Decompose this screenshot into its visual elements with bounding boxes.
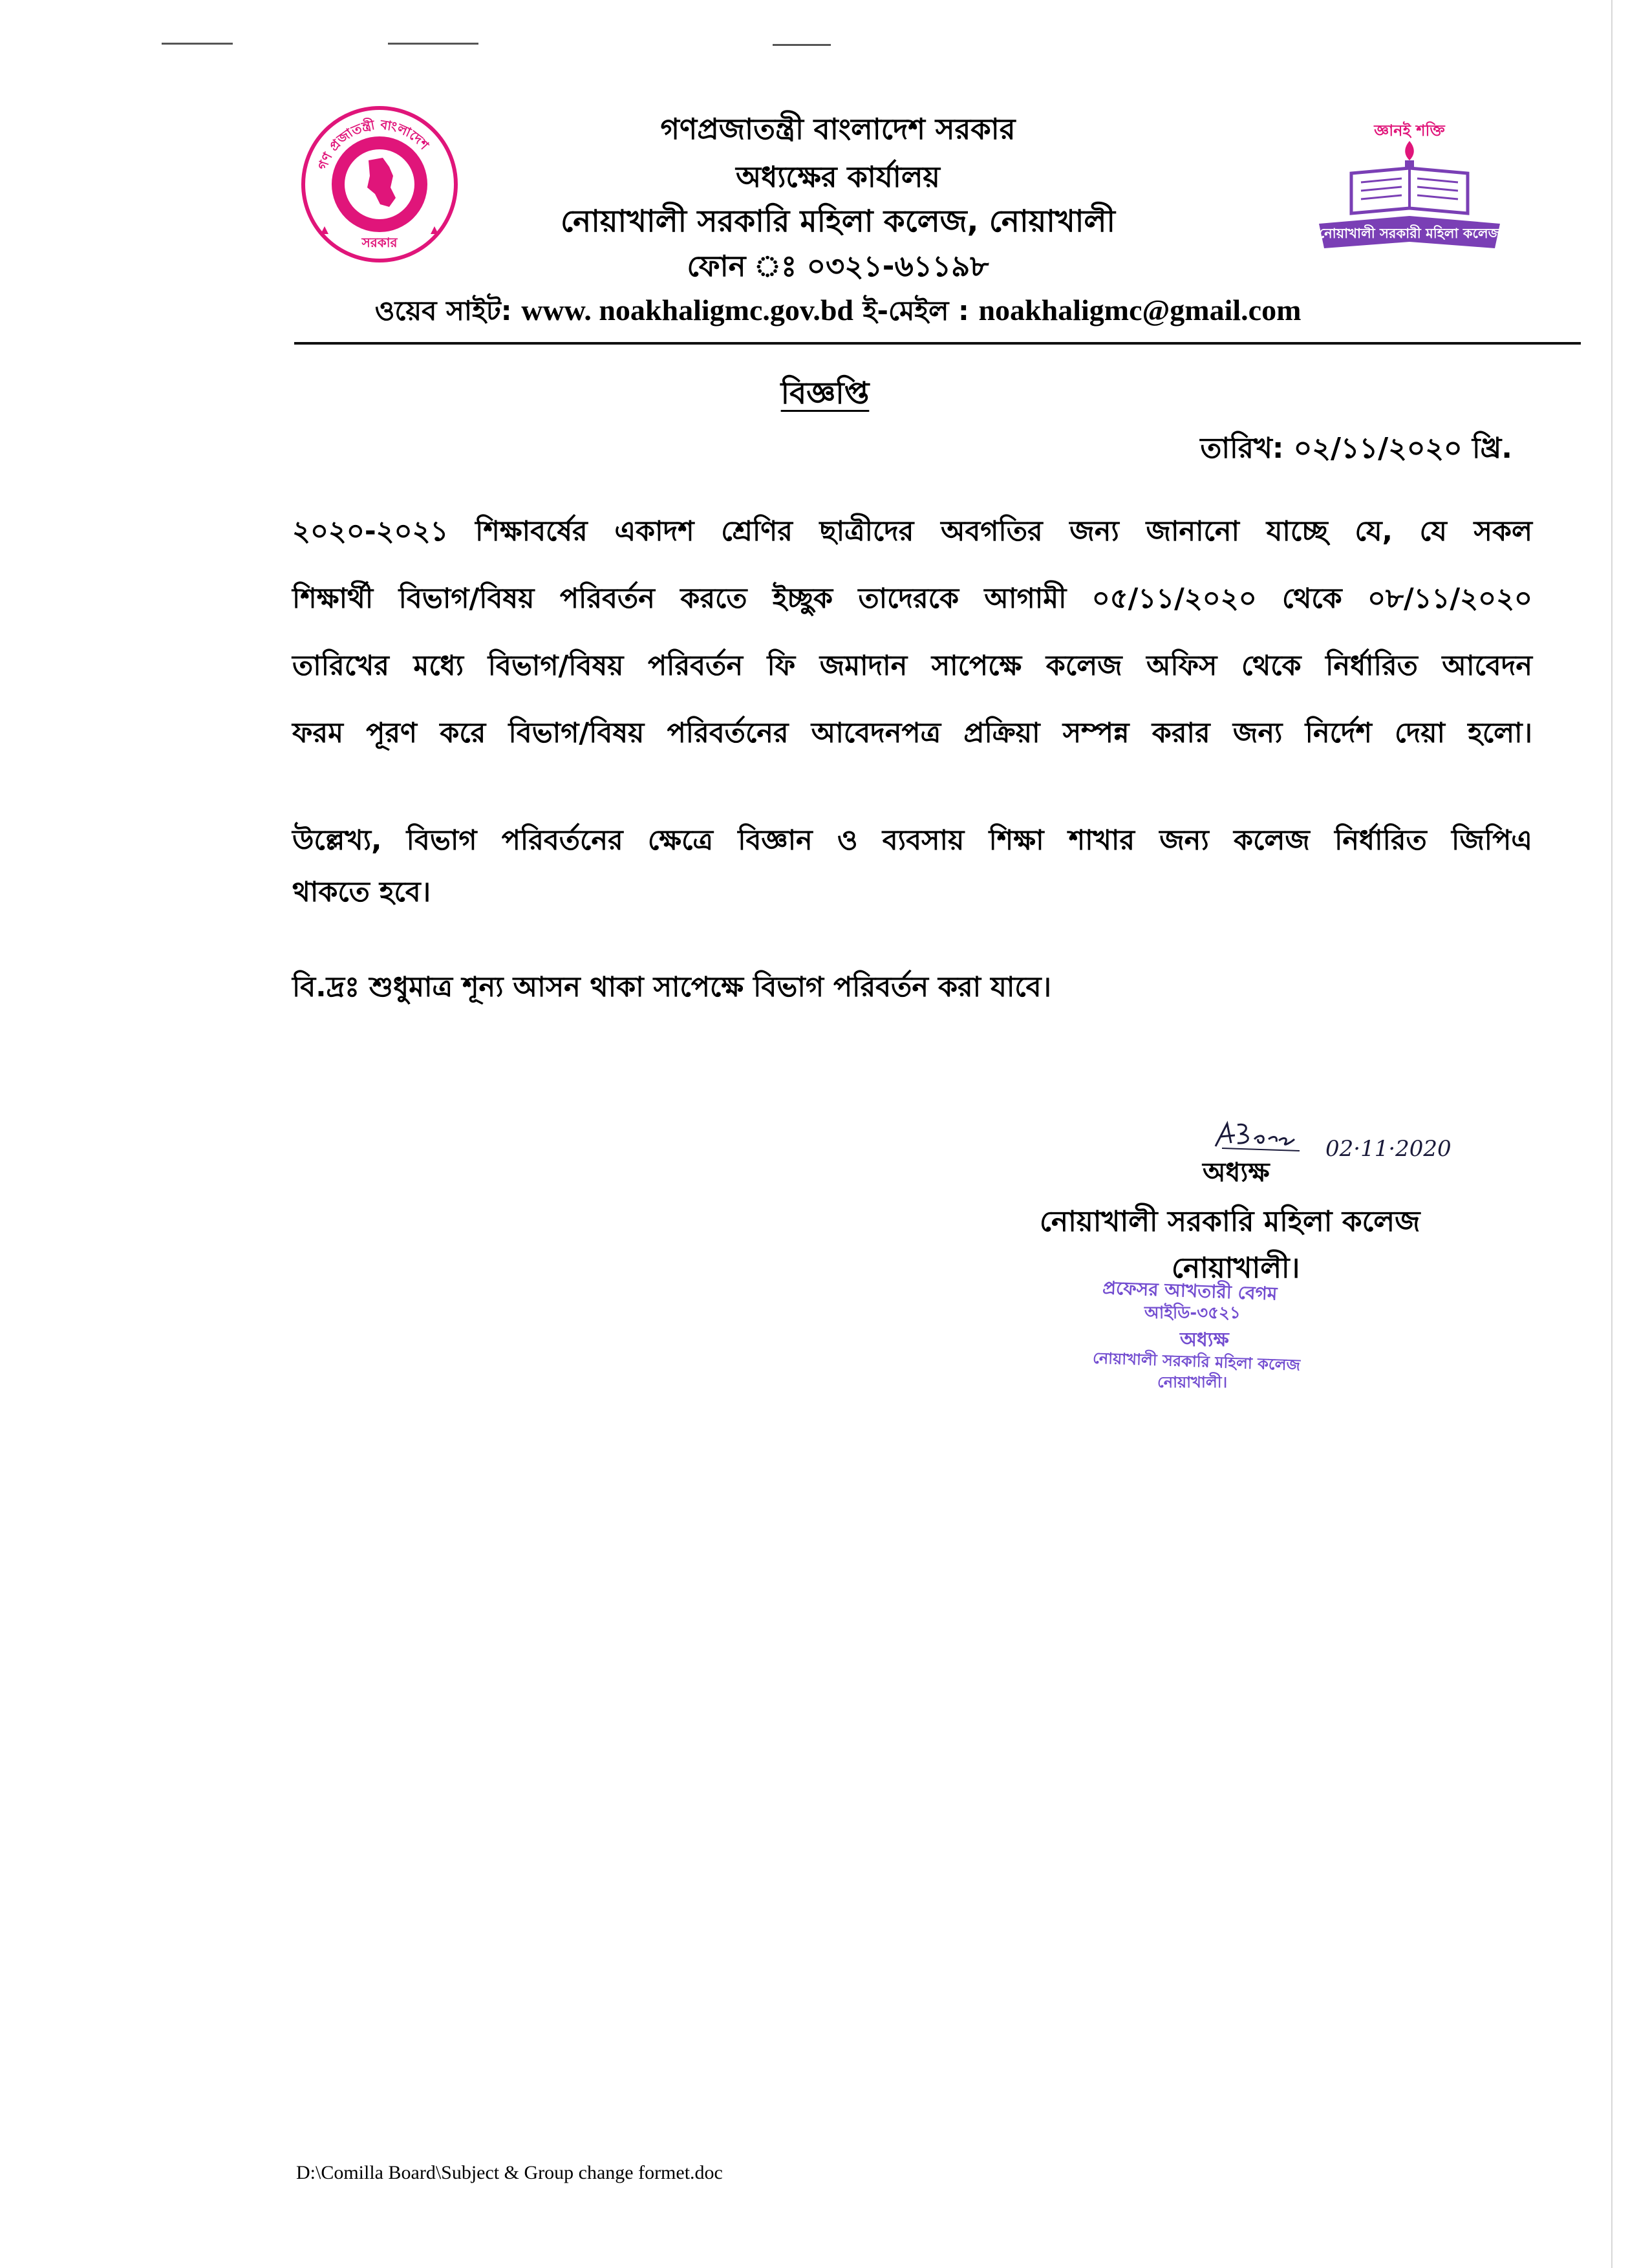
header-divider: [294, 342, 1581, 345]
notice-date: তারিখ: ০২/১১/২০২০ খ্রি.: [1200, 432, 1512, 465]
paragraph-line: থাকতে হবে।: [292, 876, 431, 908]
scan-artifact-line: [388, 43, 478, 45]
notice-title: [0, 370, 1650, 420]
file-path-footer: D:\Comilla Board\Subject & Group change formet.doc: [296, 2162, 723, 2183]
office-name: অধ্যক্ষের কার্যালয়: [736, 160, 940, 194]
contact-line: [13, 290, 1650, 336]
college-motto: জ্ঞানই শক্তি: [1374, 122, 1445, 140]
seal-text-bottom: সরকার: [361, 235, 398, 250]
stamp-line: আইডি-৩৫২১: [1144, 1303, 1241, 1323]
email-link[interactable]: noakhaligmc@gmail.com: [978, 294, 1302, 326]
college-banner-text: নোয়াখালী সরকারী মহিলা কলেজ: [1318, 226, 1501, 241]
website-link[interactable]: www. noakhaligmc.gov.bd: [521, 294, 853, 326]
notice-title-text: বিজ্ঞপ্তি: [780, 376, 870, 411]
website-label: ওয়েব সাইট:: [374, 295, 522, 326]
stamp-line: অধ্যক্ষ: [1180, 1329, 1229, 1351]
paragraph-line: তারিখের মধ্যে বিভাগ/বিষয় পরিবর্তন ফি জমাদান সাপেক্ষে কলেজ অফিস থেকে নির্ধারিত আবেদন: [292, 650, 1532, 682]
paragraph-line: ফরম পূরণ করে বিভাগ/বিষয় পরিবর্তনের আবেদনপত্র প্রক্রিয়া সম্পন্ন করার জন্য নির্দেশ দেয়া হলো।: [292, 717, 1532, 749]
notice-paragraph-gpa: [292, 815, 1532, 918]
college-name: নোয়াখালী সরকারি মহিলা কলেজ, নোয়াখালী: [561, 204, 1115, 239]
notice-paragraph-main: [292, 498, 1532, 767]
email-label: ই-মেইল :: [853, 295, 979, 326]
paragraph-line: শিক্ষার্থী বিভাগ/বিষয় পরিবর্তন করতে ইচ্ছুক তাদেরকে আগামী ০৫/১১/২০২০ থেকে ০৮/১১/২০২০: [292, 583, 1532, 615]
scan-artifact-line: [773, 44, 831, 46]
stamp-line: প্রফেসর আখতারী বেগম: [1102, 1277, 1278, 1305]
government-name: গণপ্রজাতন্ত্রী বাংলাদেশ সরকার: [660, 112, 1016, 146]
paragraph-line: ২০২০-২০২১ শিক্ষাবর্ষের একাদশ শ্রেণির ছাত্রীদের অবগতির জন্য জানানো যাচ্ছে যে, যে সকল: [292, 515, 1532, 548]
paragraph-line: উল্লেখ্য, বিভাগ পরিবর্তনের ক্ষেত্রে বিজ্ঞান ও ব্যবসায় শিক্ষা শাখার জন্য কলেজ নির্ধারিত জিপিএ: [292, 824, 1532, 857]
signature-date: 02·11·2020: [1325, 1136, 1452, 1162]
signatory-college: নোয়াখালী সরকারি মহিলা কলেজ: [1040, 1205, 1420, 1238]
signatory-title: অধ্যক্ষ: [1203, 1157, 1270, 1188]
phone-number: ফোন ঃ ০৩২১-৬১১৯৮: [687, 249, 989, 283]
scan-artifact-line: [162, 43, 233, 45]
stamp-line: নোয়াখালী।: [1157, 1373, 1228, 1391]
stamp-line: নোয়াখালী সরকারি মহিলা কলেজ: [1092, 1349, 1301, 1375]
scan-edge: [1611, 0, 1612, 2268]
notice-note: বি.দ্রঃ শুধুমাত্র শূন্য আসন থাকা সাপেক্ষে বিভাগ পরিবর্তন করা যাবে।: [292, 971, 1051, 1003]
signatory-place: নোয়াখালী।: [1172, 1252, 1300, 1285]
seal-text-top: গণ প্রজাতন্ত্রী বাংলাদেশ: [314, 116, 433, 172]
